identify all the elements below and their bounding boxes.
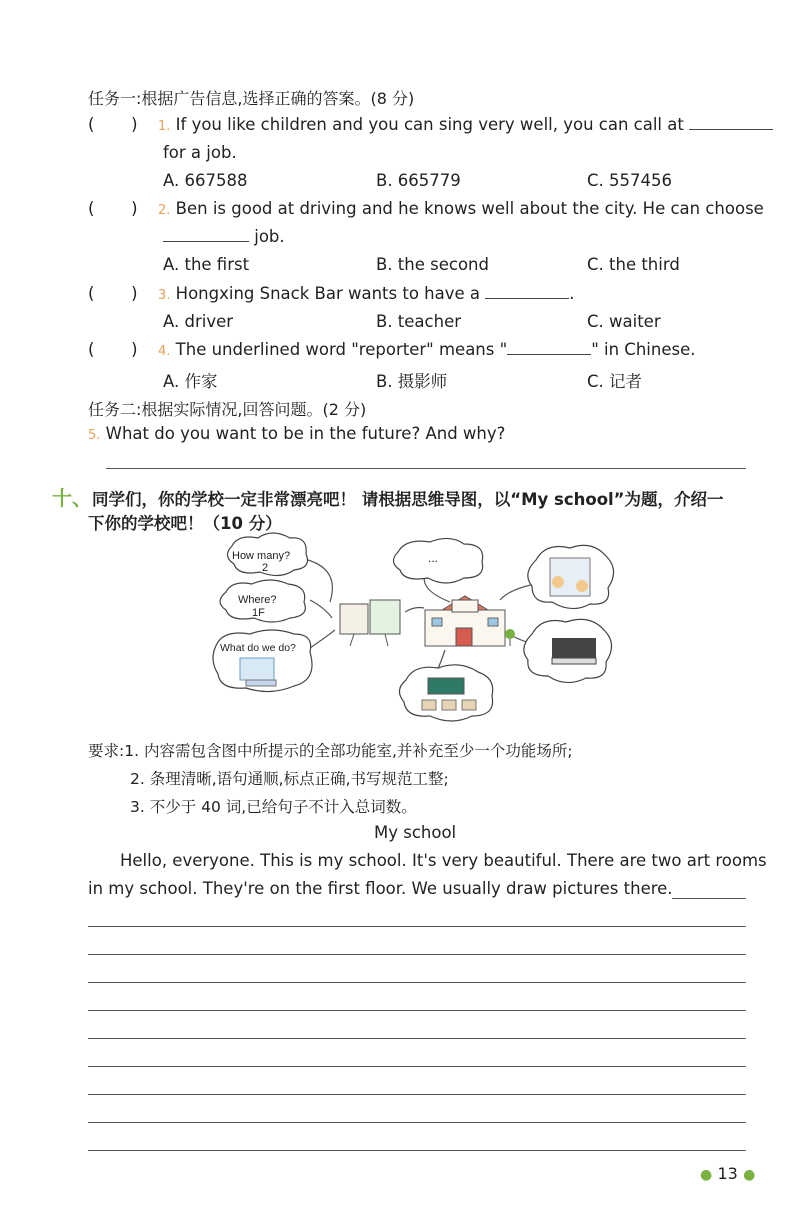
writing-line[interactable] [88,1094,746,1095]
school-building-icon [425,596,515,646]
easel-icon [340,604,368,634]
bubble-text: 1F [252,607,265,619]
task1-title: 任务一:根据广告信息,选择正确的答案。(8 分) [88,89,415,108]
easel-icon [370,600,400,634]
option-c[interactable]: C. 记者 [587,372,643,391]
option-a[interactable]: A. 作家 [163,372,218,391]
option-a[interactable]: A. the first [163,255,250,274]
question-number: 2. [158,203,171,218]
question-text-end: . [569,284,575,303]
writing-line[interactable] [88,926,746,927]
option-b[interactable]: B. the second [376,255,489,274]
question-1 [88,115,773,134]
mind-map-illustration [210,530,620,730]
answer-paren[interactable]: ( ) [88,284,138,303]
answer-paren[interactable]: ( ) [88,115,138,134]
desk-icon [422,700,436,710]
writing-line[interactable] [88,1066,746,1067]
thought-bubble-more [393,538,482,583]
question-2 [88,199,764,218]
question-5 [88,424,505,443]
answer-paren[interactable]: ( ) [88,340,138,359]
bubble-text: ... [428,551,439,565]
connector-line [308,560,332,602]
desk-icon [442,700,456,710]
option-c[interactable]: C. the third [587,255,680,274]
question-text: job. [254,227,285,246]
connector-line [310,630,335,648]
option-a[interactable]: A. 667588 [163,171,248,190]
desk-icon [462,700,476,710]
answer-blank[interactable] [485,284,569,299]
option-b[interactable]: B. 摄影师 [376,372,448,391]
answer-blank[interactable] [163,227,249,242]
question-text: What do you want to be in the future? And why? [105,424,506,443]
page-number-group [700,1164,755,1183]
answer-line[interactable] [106,468,746,469]
writing-line[interactable] [88,1122,746,1123]
question-1-line2: for a job. [163,143,237,162]
bubble-text: Where? [238,594,277,606]
bubble-text: What do we do? [220,642,296,654]
option-b[interactable]: B. 665779 [376,171,461,190]
option-c[interactable]: C. 557456 [587,171,672,190]
section-10-heading [52,482,724,511]
question-3 [88,284,575,303]
task2-title: 任务二:根据实际情况,回答问题。(2 分) [88,400,367,419]
question-number: 3. [158,288,171,303]
question-text: If you like children and you can sing very well, you can call at [175,115,684,134]
question-number: 4. [158,344,171,359]
question-number: 5. [88,428,101,443]
requirement-3: 3. 不少于 40 词,已给句子不计入总词数。 [130,798,417,816]
crayons-icon [246,680,276,686]
writing-line[interactable] [88,1150,746,1151]
essay-line-1: Hello, everyone. This is my school. It's very beautiful. There are two art rooms [120,851,767,870]
requirement-2: 2. 条理清晰,语句通顺,标点正确,书写规范工整; [130,770,449,788]
question-4 [88,340,695,359]
essay-title: My school [374,823,457,842]
writing-line[interactable] [88,982,746,983]
question-text: Hongxing Snack Bar wants to have a [175,284,481,303]
question-text: The underlined word "reporter" means " [175,340,508,359]
question-2-line2 [163,227,285,246]
question-number: 1. [158,119,171,134]
page-number: 13 [717,1164,738,1183]
option-a[interactable]: A. driver [163,312,234,331]
bullet-dot-icon: ● [743,1167,756,1183]
answer-blank[interactable] [689,115,773,130]
writing-line[interactable] [88,1038,746,1039]
section-instruction: 同学们，你的学校一定非常漂亮吧！ 请根据思维导图，以“My school”为题，介绍一 [92,490,724,509]
piano-icon [552,638,596,660]
essay-text: in my school. They're on the first floor. We usually draw pictures there. [88,879,673,898]
answer-blank[interactable] [507,340,591,355]
bubble-text: 2 [262,562,269,574]
student-icon [576,580,588,592]
writing-line[interactable] [88,1010,746,1011]
question-text-end: " in Chinese. [591,340,696,359]
writing-line[interactable] [88,954,746,955]
essay-line-2 [88,879,673,898]
bubble-text: How many? [232,550,291,562]
board-icon [240,658,274,680]
writing-line[interactable] [672,898,746,899]
student-icon [552,576,564,588]
bullet-dot-icon: ● [700,1167,713,1183]
section-10-heading-line2: 下你的学校吧！（10 分） [88,514,282,533]
blackboard-icon [428,678,464,694]
question-text: Ben is good at driving and he knows well about the city. He can choose [175,199,764,218]
option-c[interactable]: C. waiter [587,312,661,331]
answer-paren[interactable]: ( ) [88,199,138,218]
connector-line [405,608,424,613]
section-number: 十、 [52,486,92,510]
requirement-1: 要求:1. 内容需包含图中所提示的全部功能室,并补充至少一个功能场所; [88,742,573,760]
connector-line [310,600,332,618]
option-b[interactable]: B. teacher [376,312,462,331]
